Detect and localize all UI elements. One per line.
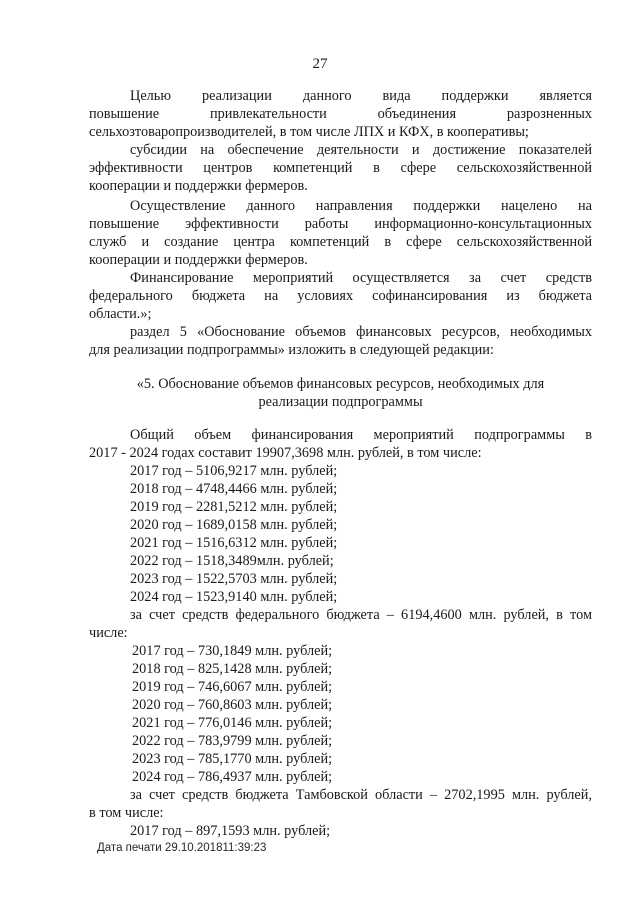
body-line: эффективности центров компетенций в сфере сельскохозяйственной	[89, 160, 592, 176]
body-line: Целью реализации данного вида поддержки является	[130, 88, 592, 104]
page-number: 27	[312, 56, 328, 72]
body-line: числе:	[89, 625, 128, 641]
year-amount-line: 2021 год – 1516,6312 млн. рублей;	[130, 535, 338, 551]
year-amount-line: 2023 год – 785,1770 млн. рублей;	[132, 751, 333, 767]
year-amount-line: 2019 год – 746,6067 млн. рублей;	[132, 679, 333, 695]
body-line: 2017 - 2024 годах составит 19907,3698 млн. рублей, в том числе:	[89, 445, 482, 461]
year-amount-line: 2021 год – 776,0146 млн. рублей;	[132, 715, 333, 731]
section-heading: реализации подпрограммы	[258, 394, 423, 410]
body-line: за счет средств федерального бюджета – 6194,4600 млн. рублей, в том	[130, 607, 592, 623]
body-line: федерального бюджета на условиях софинансирования из бюджета	[89, 288, 592, 304]
body-line: повышение привлекательности объединения разрозненных	[89, 106, 592, 122]
year-amount-line: 2017 год – 730,1849 млн. рублей;	[132, 643, 333, 659]
year-amount-line: 2023 год – 1522,5703 млн. рублей;	[130, 571, 338, 587]
year-amount-line: 2024 год – 1523,9140 млн. рублей;	[130, 589, 338, 605]
body-line: кооперации и поддержки фермеров.	[89, 178, 308, 194]
body-line: служб и создание центра компетенций в сфере сельскохозяйственной	[89, 234, 592, 250]
year-amount-line: 2018 год – 4748,4466 млн. рублей;	[130, 481, 338, 497]
body-line: для реализации подпрограммы» изложить в следующей редакции:	[89, 342, 494, 358]
year-amount-line: 2020 год – 760,8603 млн. рублей;	[132, 697, 333, 713]
body-line: Осуществление данного направления поддержки нацелено на	[130, 198, 592, 214]
body-line: сельхозтоваропроизводителей, в том числе ЛПХ и КФХ, в кооперативы;	[89, 124, 529, 140]
print-date-footer: Дата печати 29.10.201811:39:23	[97, 842, 267, 854]
year-amount-line: 2022 год – 1518,3489млн. рублей;	[130, 553, 334, 569]
body-line: Общий объем финансирования мероприятий подпрограммы в	[130, 427, 592, 443]
year-amount-line: 2018 год – 825,1428 млн. рублей;	[132, 661, 333, 677]
body-line: Финансирование мероприятий осуществляется за счет средств	[130, 270, 592, 286]
year-amount-line: 2020 год – 1689,0158 млн. рублей;	[130, 517, 338, 533]
body-line: субсидии на обеспечение деятельности и достижение показателей	[130, 142, 592, 158]
body-line: кооперации и поддержки фермеров.	[89, 252, 308, 268]
year-amount-line: 2017 год – 5106,9217 млн. рублей;	[130, 463, 338, 479]
body-line: области.»;	[89, 306, 152, 322]
body-line: в том числе:	[89, 805, 164, 821]
section-heading: «5. Обоснование объемов финансовых ресурсов, необходимых для	[136, 376, 545, 392]
body-line: повышение эффективности работы информационно-консультационных	[89, 216, 592, 232]
year-amount-line: 2019 год – 2281,5212 млн. рублей;	[130, 499, 338, 515]
body-line: за счет средств бюджета Тамбовской области – 2702,1995 млн. рублей,	[130, 787, 592, 803]
year-amount-line: 2017 год – 897,1593 млн. рублей;	[130, 823, 331, 839]
year-amount-line: 2022 год – 783,9799 млн. рублей;	[132, 733, 333, 749]
body-line: раздел 5 «Обоснование объемов финансовых ресурсов, необходимых	[130, 324, 592, 340]
year-amount-line: 2024 год – 786,4937 млн. рублей;	[132, 769, 333, 785]
